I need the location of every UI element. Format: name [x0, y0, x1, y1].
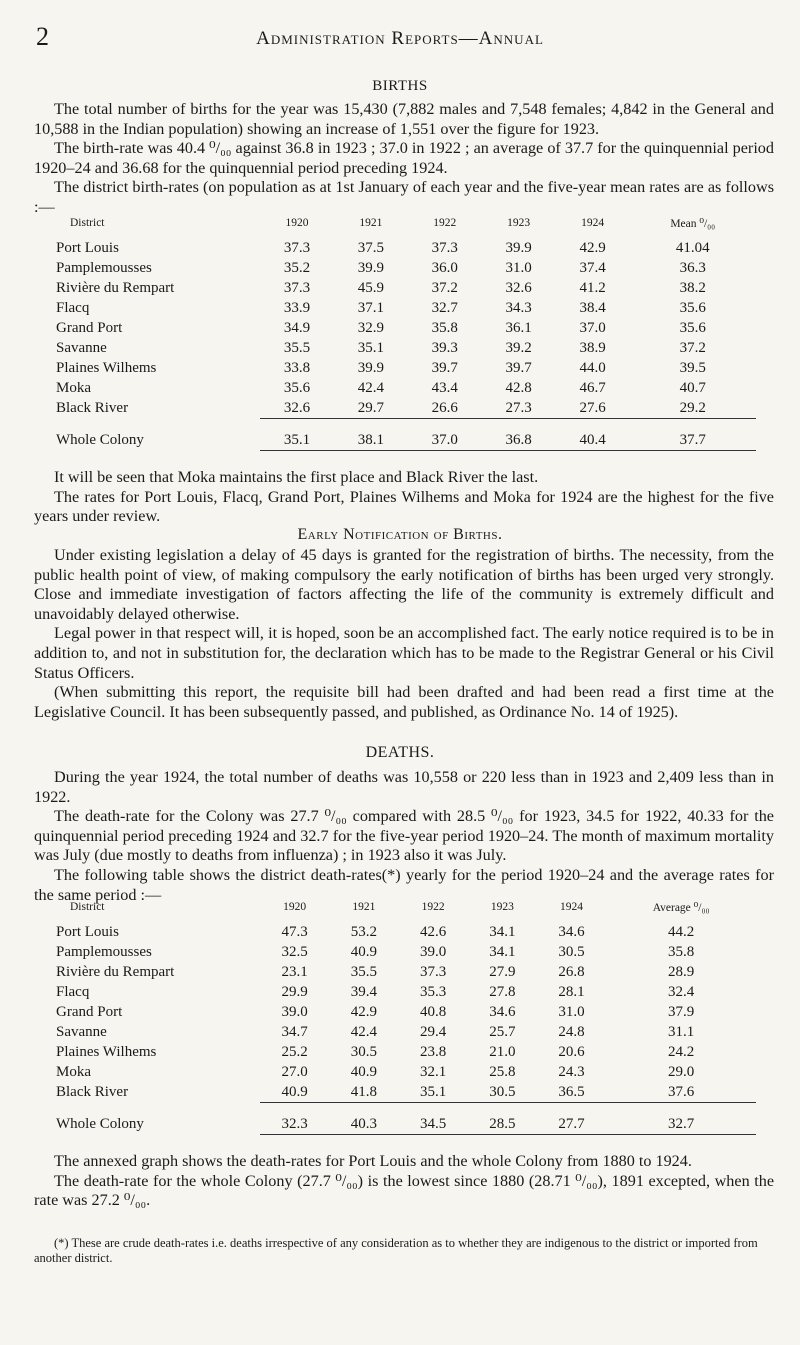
- district-name: Moka: [56, 1063, 91, 1080]
- rate-cell: 39.5: [679, 359, 706, 376]
- rate-cell: 24.8: [558, 1023, 585, 1040]
- rate-cell: 24.2: [667, 1043, 695, 1060]
- district-name: Plaines Wilhems: [56, 1043, 157, 1060]
- rate-cell: 39.3: [431, 339, 458, 356]
- table-row: [56, 318, 756, 338]
- rate-cell: 35.1: [357, 339, 384, 356]
- table-row: [56, 238, 756, 258]
- column-header: District: [70, 217, 105, 229]
- rate-cell: 39.4: [350, 983, 377, 1000]
- rate-cell: 34.6: [489, 1003, 516, 1020]
- rate-cell: 35.1: [419, 1083, 447, 1100]
- deaths-table: [56, 900, 756, 1135]
- total-row: [56, 419, 756, 451]
- rate-cell: 34.6: [558, 923, 585, 940]
- rate-cell: 37.3: [283, 239, 311, 256]
- rate-cell: 36.3: [679, 259, 706, 276]
- rate-cell: 26.8: [558, 963, 585, 980]
- rate-cell: 25.2: [281, 1043, 308, 1060]
- column-header: 1923: [507, 217, 531, 229]
- table-row: [56, 942, 756, 962]
- paragraph: Under existing legislation a delay of 45 days is granted for the registration of births. The necessity, from the public health point of view, of making compulsory the early notification of births has been urged very strongly. Close and immediate investigation of factors affecting the life of the community is extremely difficult and unavoidably delayed otherwise.: [34, 546, 774, 623]
- births-heading: BIRTHS: [372, 78, 428, 94]
- total-cell: 27.7: [537, 1103, 606, 1135]
- births-table: [56, 216, 756, 451]
- rate-cell: 37.4: [579, 259, 606, 276]
- rate-cell: 31.1: [667, 1023, 695, 1040]
- table-row: [56, 378, 756, 398]
- rate-cell: 36.5: [558, 1083, 585, 1100]
- rate-cell: 30.5: [558, 943, 585, 960]
- column-header: 1922: [421, 901, 445, 913]
- paragraph: It will be seen that Moka maintains the first place and Black River the last.: [54, 468, 539, 486]
- rate-cell: 28.1: [558, 983, 585, 1000]
- rate-cell: 25.7: [489, 1023, 516, 1040]
- rate-cell: 21.0: [489, 1043, 516, 1060]
- footnote: [34, 1236, 774, 1266]
- rate-cell: 39.0: [419, 943, 447, 960]
- total-cell: 32.3: [260, 1103, 329, 1135]
- column-header: 1924: [581, 217, 605, 229]
- rate-cell: 39.0: [281, 1003, 308, 1020]
- table-row: [56, 962, 756, 982]
- rate-cell: 26.6: [431, 399, 458, 416]
- rate-cell: 39.7: [431, 359, 458, 376]
- footnote-text: (*) These are crude death-rates i.e. deaths irrespective of any consideration as to whether they are indigenous to the district or imported from another district.: [34, 1236, 758, 1265]
- district-name: Black River: [56, 399, 129, 416]
- rate-cell: 45.9: [357, 279, 384, 296]
- total-cell: 34.5: [398, 1103, 467, 1135]
- rate-cell: 37.2: [679, 339, 706, 356]
- rate-cell: 37.3: [431, 239, 458, 256]
- deaths-heading: DEATHS.: [365, 744, 435, 761]
- rate-cell: 53.2: [350, 923, 377, 940]
- district-name: Savanne: [56, 1023, 107, 1040]
- rate-cell: 40.9: [281, 1083, 308, 1100]
- district-name: Pamplemousses: [56, 259, 152, 276]
- rate-cell: 36.0: [431, 259, 458, 276]
- district-name: Pamplemousses: [56, 943, 152, 960]
- rate-cell: 37.3: [283, 279, 311, 296]
- total-row: [56, 1103, 756, 1135]
- rate-cell: 37.6: [667, 1083, 695, 1100]
- rate-cell: 35.8: [667, 943, 695, 960]
- column-header: 1923: [490, 901, 514, 913]
- paragraph: The birth-rate was 40.4 ⁰/₀₀ against 36.8 in 1923 ; 37.0 in 1922 ; an average of 37.7 for the quinquennial period 1920–24 and 36.68 for the quinquennial period preceding 1924.: [34, 139, 774, 177]
- total-cell: 38.1: [334, 419, 408, 451]
- total-cell: 37.0: [408, 419, 482, 451]
- table-row: [56, 982, 756, 1002]
- table-header-row: [56, 216, 756, 238]
- table-row: [56, 358, 756, 378]
- paragraph: The death-rate for the Colony was 27.7 ⁰/₀₀ compared with 28.5 ⁰/₀₀ for 1923, 34.5 for 1922, 40.33 for the quinquennial period preceding 1924 and 32.7 for the five-year period 1920–24. The month of maximum mortality was July (due mostly to deaths from influenza) ; in 1923 also it was July.: [34, 807, 774, 865]
- rate-cell: 29.4: [419, 1023, 447, 1040]
- paragraph: (When submitting this report, the requisite bill had been drafted and had been read a first time at the Legislative Council. It has been subsequently passed, and published, as Ordinance No. 14 of 1925).: [34, 683, 774, 721]
- running-title: Administration Reports—Annual: [256, 28, 544, 49]
- rate-cell: 39.9: [357, 259, 384, 276]
- rate-cell: 35.3: [419, 983, 447, 1000]
- rate-cell: 32.7: [431, 299, 458, 316]
- paragraph: The death-rate for the whole Colony (27.7 ⁰/₀₀) is the lowest since 1880 (28.71 ⁰/₀₀), 1891 excepted, when the rate was 27.2 ⁰/₀₀.: [34, 1171, 774, 1210]
- rate-cell: 42.4: [357, 379, 384, 396]
- rate-cell: 35.6: [679, 319, 706, 336]
- rate-cell: 27.3: [505, 399, 532, 416]
- district-name: Rivière du Rempart: [56, 279, 175, 296]
- paragraph: The total number of births for the year was 15,430 (7,882 males and 7,548 females; 4,842 in the General and 10,588 in the Indian population) showing an increase of 1,551 over the figure for 1923.: [34, 100, 774, 138]
- rate-cell: 36.1: [505, 319, 532, 336]
- early-notification-heading: Early Notification of Births.: [297, 526, 503, 543]
- total-cell: 40.3: [329, 1103, 398, 1135]
- table-row: [56, 1062, 756, 1082]
- rate-cell: 40.9: [350, 943, 377, 960]
- rate-cell: 32.1: [419, 1063, 447, 1080]
- column-header: 1920: [283, 901, 307, 913]
- rate-cell: 40.8: [419, 1003, 447, 1020]
- column-header: 1921: [359, 217, 383, 229]
- page-number: 2: [36, 22, 49, 51]
- district-name: Black River: [56, 1083, 129, 1100]
- rate-cell: 32.6: [283, 399, 311, 416]
- rate-cell: 34.9: [283, 319, 311, 336]
- rate-cell: 32.9: [357, 319, 384, 336]
- paragraph: The annexed graph shows the death-rates for Port Louis and the whole Colony from 1880 to 1924.: [54, 1152, 692, 1170]
- total-cell: 40.4: [556, 419, 630, 451]
- total-label: Whole Colony: [56, 1115, 144, 1132]
- rate-cell: 37.5: [357, 239, 384, 256]
- total-cell: 36.8: [482, 419, 556, 451]
- paragraph: The rates for Port Louis, Flacq, Grand Port, Plaines Wilhems and Moka for 1924 are the highest for the five years under review.: [34, 487, 774, 526]
- district-name: Grand Port: [56, 1003, 123, 1020]
- rate-cell: 46.7: [579, 379, 606, 396]
- table-header-row: [56, 900, 756, 922]
- district-name: Flacq: [56, 299, 90, 316]
- rate-cell: 39.7: [505, 359, 532, 376]
- rate-cell: 34.1: [489, 923, 516, 940]
- rate-cell: 42.4: [350, 1023, 377, 1040]
- table-row: [56, 278, 756, 298]
- rate-cell: 32.6: [505, 279, 532, 296]
- rate-cell: 25.8: [489, 1063, 516, 1080]
- rate-cell: 38.2: [679, 279, 706, 296]
- column-header: District: [70, 901, 105, 913]
- rate-cell: 37.2: [431, 279, 458, 296]
- table-row: [56, 922, 756, 942]
- district-name: Port Louis: [56, 239, 119, 256]
- rate-cell: 30.5: [489, 1083, 516, 1100]
- total-cell: 37.7: [630, 419, 756, 451]
- column-header: 1924: [560, 901, 584, 913]
- district-name: Port Louis: [56, 923, 119, 940]
- total-cell: 32.7: [606, 1103, 756, 1135]
- paragraph: The district birth-rates (on population as at 1st January of each year and the five-year mean rates are as follows :—: [34, 178, 774, 216]
- rate-cell: 39.9: [357, 359, 384, 376]
- rate-cell: 34.1: [489, 943, 516, 960]
- rate-cell: 31.0: [558, 1003, 585, 1020]
- total-cell: 28.5: [468, 1103, 537, 1135]
- rate-cell: 37.3: [419, 963, 447, 980]
- rate-cell: 30.5: [350, 1043, 377, 1060]
- rate-cell: 20.6: [558, 1043, 585, 1060]
- births-commentary: [34, 468, 774, 527]
- deaths-intro: [34, 768, 774, 905]
- rate-cell: 41.8: [350, 1083, 377, 1100]
- rate-cell: 27.9: [489, 963, 516, 980]
- rate-cell: 35.6: [679, 299, 706, 316]
- rate-cell: 35.2: [283, 259, 311, 276]
- rate-cell: 27.0: [281, 1063, 308, 1080]
- rate-cell: 28.9: [667, 963, 695, 980]
- table-row: [56, 298, 756, 318]
- rate-cell: 38.4: [579, 299, 606, 316]
- total-label: Whole Colony: [56, 431, 144, 448]
- column-header: 1921: [352, 901, 376, 913]
- rate-cell: 42.9: [350, 1003, 377, 1020]
- rate-cell: 37.1: [357, 299, 384, 316]
- rate-cell: 40.7: [679, 379, 706, 396]
- early-notification-text: [34, 546, 774, 722]
- column-header: 1922: [433, 217, 457, 229]
- rate-cell: 47.3: [281, 923, 308, 940]
- district-name: Moka: [56, 379, 91, 396]
- rate-cell: 38.9: [579, 339, 606, 356]
- rate-cell: 41.2: [579, 279, 606, 296]
- table-row: [56, 338, 756, 358]
- deaths-commentary: [34, 1152, 774, 1211]
- table-row: [56, 1002, 756, 1022]
- district-name: Plaines Wilhems: [56, 359, 157, 376]
- paragraph: The following table shows the district death-rates(*) yearly for the period 1920–24 and the average rates for the same period :—: [34, 865, 774, 904]
- rate-cell: 34.3: [505, 299, 532, 316]
- rate-cell: 33.9: [283, 299, 311, 316]
- column-header: Mean ⁰/₀₀: [670, 218, 716, 230]
- rate-cell: 42.6: [419, 923, 447, 940]
- rate-cell: 31.0: [505, 259, 532, 276]
- district-name: Savanne: [56, 339, 107, 356]
- rate-cell: 37.0: [579, 319, 606, 336]
- district-name: Rivière du Rempart: [56, 963, 175, 980]
- rate-cell: 35.5: [283, 339, 311, 356]
- district-name: Flacq: [56, 983, 90, 1000]
- table-row: [56, 398, 756, 419]
- table-row: [56, 1022, 756, 1042]
- table-row: [56, 258, 756, 278]
- table-row: [56, 1082, 756, 1103]
- rate-cell: 23.1: [281, 963, 308, 980]
- column-header: Average ⁰/₀₀: [652, 902, 710, 914]
- rate-cell: 40.9: [350, 1063, 377, 1080]
- rate-cell: 39.9: [505, 239, 532, 256]
- rate-cell: 44.2: [667, 923, 695, 940]
- rate-cell: 32.5: [281, 943, 308, 960]
- rate-cell: 29.0: [667, 1063, 695, 1080]
- column-header: 1920: [285, 217, 309, 229]
- births-intro: [34, 100, 774, 218]
- district-name: Grand Port: [56, 319, 123, 336]
- rate-cell: 23.8: [419, 1043, 447, 1060]
- rate-cell: 41.04: [675, 239, 710, 256]
- paragraph: Legal power in that respect will, it is hoped, soon be an accomplished fact. The early notice required is to be in addition to, and not in substitution for, the declaration which has to be made to the Registrar General or his Civil Status Officers.: [34, 624, 774, 682]
- rate-cell: 34.7: [281, 1023, 308, 1040]
- rate-cell: 39.2: [505, 339, 532, 356]
- rate-cell: 35.6: [283, 379, 311, 396]
- rate-cell: 42.8: [505, 379, 532, 396]
- rate-cell: 29.7: [357, 399, 384, 416]
- rate-cell: 27.8: [489, 983, 516, 1000]
- total-cell: 35.1: [260, 419, 334, 451]
- rate-cell: 44.0: [579, 359, 606, 376]
- rate-cell: 42.9: [579, 239, 606, 256]
- rate-cell: 29.2: [679, 399, 706, 416]
- rate-cell: 33.8: [283, 359, 311, 376]
- table-row: [56, 1042, 756, 1062]
- rate-cell: 27.6: [579, 399, 606, 416]
- rate-cell: 35.5: [350, 963, 377, 980]
- rate-cell: 29.9: [281, 983, 308, 1000]
- rate-cell: 37.9: [667, 1003, 695, 1020]
- rate-cell: 32.4: [667, 983, 695, 1000]
- rate-cell: 24.3: [558, 1063, 585, 1080]
- rate-cell: 43.4: [431, 379, 458, 396]
- paragraph: During the year 1924, the total number of deaths was 10,558 or 220 less than in 1923 and 2,409 less than in 1922.: [34, 768, 774, 806]
- rate-cell: 35.8: [431, 319, 458, 336]
